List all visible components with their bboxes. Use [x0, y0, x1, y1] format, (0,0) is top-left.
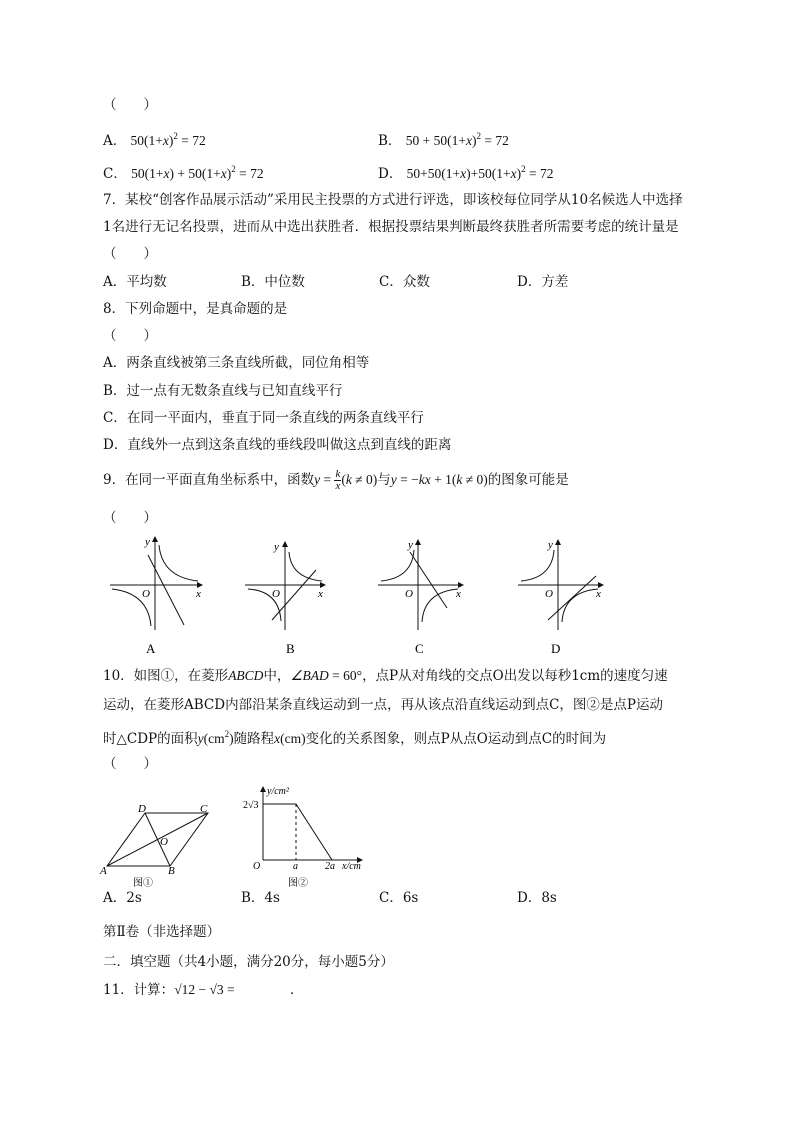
q9-graph-b-label: B	[286, 641, 295, 656]
q7-option-d: D．方差	[517, 274, 569, 290]
q9-graph-b-o: O	[272, 588, 280, 600]
q10-option-b: B．4s	[241, 890, 280, 906]
q10-line3: 时△CDP的面积$y(cm^2)$随路程x(cm)变化的关系图象，则点P从点O运动到点C的时间为	[103, 729, 607, 747]
q6-option-b-letter: B．	[378, 133, 402, 149]
q11-post: ．	[289, 982, 304, 998]
q10-rhombus	[107, 813, 208, 866]
q10-vertex-c: C	[200, 803, 208, 815]
q9-graph-b	[245, 542, 325, 630]
q9-graph-c-y: y	[408, 539, 413, 551]
q10-fig2-xtick1: a	[293, 861, 298, 872]
q7-option-c: C．众数	[379, 274, 430, 290]
section2-title: 第Ⅱ卷（非选择题）	[103, 924, 221, 940]
q8-option-a: A．两条直线被第三条直线所截，同位角相等	[103, 355, 370, 371]
q6-option-d: D． $50+50(1+x)+50(1+x)^2 = 72$	[378, 164, 554, 182]
q10-fig2-xlabel: x/cm	[342, 861, 361, 872]
q10-fig2-ytick: 2√3	[243, 800, 259, 811]
q9-stem-mid: 与	[377, 472, 391, 488]
q10-line1-post: ，点P从对角线的交点O出发以每秒1cm的速度匀速	[362, 668, 668, 684]
q7-option-b: B．中位数	[241, 274, 305, 290]
q9-paren: （ ）	[103, 510, 157, 526]
q9-graphs	[0, 530, 794, 660]
q10-option-c: C．6s	[379, 890, 419, 906]
q9-graph-c	[378, 540, 463, 630]
q6-option-d-letter: D．	[378, 166, 403, 182]
q9-graph-c-o: O	[405, 588, 413, 600]
q10-vertex-o: O	[160, 836, 168, 848]
q8-paren: （ ）	[103, 328, 157, 344]
q10-vertex-d: D	[138, 803, 146, 815]
q7-paren: （ ）	[103, 246, 157, 262]
q10-line3-post: 变化的关系图象，则点P从点O运动到点C的时间为	[305, 731, 607, 747]
q9-graph-a-x: x	[196, 588, 201, 600]
q6-option-c-letter: C．	[103, 166, 127, 182]
q8-option-d: D．直线外一点到这条直线的垂线段叫做这点到直线的距离	[103, 437, 452, 453]
q8-option-c: C．在同一平面内，垂直于同一条直线的两条直线平行	[103, 410, 424, 426]
q6-option-c: C． $50(1+x) + 50(1+x)^2 = 72$	[103, 164, 264, 182]
q8-stem: 8．下列命题中，是真命题的是	[103, 301, 288, 317]
q11-pre: 11．计算：	[103, 982, 175, 998]
q10-line3-pre: 时△CDP的面积	[103, 731, 198, 747]
q10-fig2-origin: O	[253, 861, 261, 872]
q7-line1: 7．某校“创客作品展示活动”采用民主投票的方式进行评选，即该校每位同学从10名候选人中选择	[103, 192, 683, 208]
q9-graph-a	[110, 537, 202, 630]
q10-vertex-a: A	[100, 865, 107, 877]
q10-paren: （ ）	[103, 756, 157, 772]
q10-line3-mid: 随路程	[233, 731, 275, 747]
q10-line1-pre: 10．如图①，在菱形	[103, 668, 229, 684]
q9-stem-pre: 9．在同一平面直角坐标系中，函数	[103, 472, 315, 488]
q9-graph-a-y: y	[145, 536, 150, 548]
q10-fig2-ylabel: y/cm²	[267, 786, 289, 797]
q6-option-a: A． $50(1+x)^2 = 72$	[103, 131, 206, 149]
q9-graph-a-o: O	[142, 588, 150, 600]
q10-fig2-xtick2: 2a	[325, 861, 335, 872]
q9-graph-a-label: A	[146, 641, 156, 656]
q11: 11．计算：√12 − √3 = ．	[103, 982, 304, 998]
q6-option-b: B． $50 + 50(1+x)^2 = 72$	[378, 131, 509, 149]
section2-part: 二．填空题（共4小题，满分20分，每小题5分）	[103, 954, 394, 970]
q10-fig2-caption: 图②	[288, 878, 308, 889]
q6-paren: （ ）	[103, 97, 157, 113]
q9-stem-post: 的图象可能是	[487, 472, 569, 488]
q10-line2: 运动，在菱形ABCD内部沿某条直线运动到一点，再从该点沿直线运动到点C，图②是点P运动	[103, 697, 663, 713]
q10-figures	[0, 780, 794, 890]
q8-option-b: B．过一点有无数条直线与已知直线平行	[103, 383, 343, 399]
q9-graph-d-x: x	[596, 588, 601, 600]
q10-fig1-caption: 图①	[133, 878, 153, 889]
q10-vertex-b: B	[168, 865, 175, 877]
q9-graph-b-x: x	[318, 588, 323, 600]
q10-line1: 10．如图①，在菱形ABCD中，∠BAD = 60°，点P从对角线的交点O出发以每秒1cm的速度匀速	[103, 668, 668, 684]
q9-graph-d-o: O	[545, 588, 553, 600]
q6-option-a-letter: A．	[103, 133, 127, 149]
q9-stem: 9．在同一平面直角坐标系中，函数y = $\frac{k}{x}$ (k ≠ 0)与y = −kx + 1(k ≠ 0)的图象可能是	[103, 468, 569, 492]
q9-graph-c-x: x	[456, 588, 461, 600]
q9-graph-d-y: y	[548, 539, 553, 551]
q9-graph-c-label: C	[415, 641, 424, 656]
q7-line2: 1名进行无记名投票，进而从中选出获胜者．根据投票结果判断最终获胜者所需要考虑的统计量是	[103, 219, 679, 235]
q10-line1-mid: 中，	[263, 668, 291, 684]
q7-option-a: A．平均数	[103, 274, 167, 290]
q9-graph-b-y: y	[274, 541, 279, 553]
q9-graph-d-label: D	[551, 641, 561, 656]
q10-option-a: A．2s	[103, 890, 142, 906]
q9-graph-d	[518, 540, 603, 630]
q10-option-d: D．8s	[517, 890, 557, 906]
q10-graph	[263, 787, 362, 860]
